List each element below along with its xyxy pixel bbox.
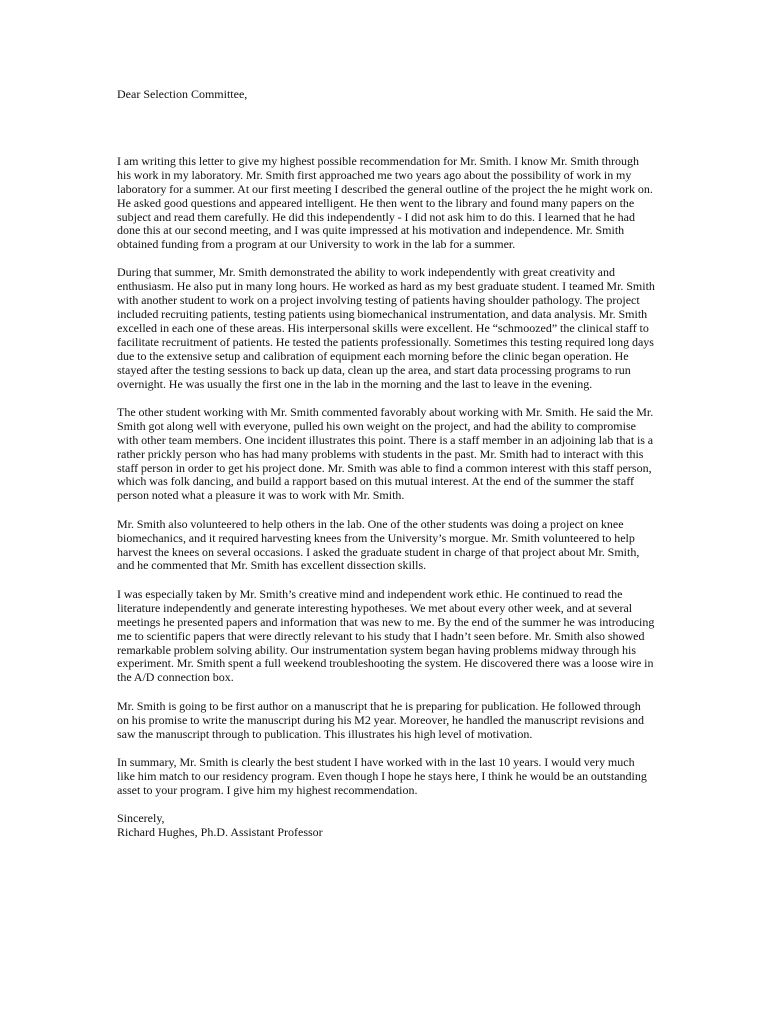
body-paragraph-3: The other student working with Mr. Smith commented favorably about working with Mr. Smith. He said the Mr. Smith got along well with everyone, pulled his own weight on the project, and had the ability to compromise with other team members. One incident illustrates this point. There is a staff member in an adjoining lab that is a rather prickly person who has had many problems with students in the past. Mr. Smith had to interact with this staff person in order to get his project done. Mr. Smith was able to find a common interest with this staff person, which was folk dancing, and build a rapport based on this mutual interest. At the end of the summer the staff person noted what a pleasure it was to work with Mr. Smith. bbox=[117, 404, 654, 503]
body-paragraph-2: During that summer, Mr. Smith demonstrated the ability to work independently with great creativity and enthusiasm. He also put in many long hours. He worked as hard as my best graduate student. I teamed Mr. Smith with another student to work on a project involving testing of patients having shoulder pathology. The project included recruiting patients, testing patients using biomechanical instrumentation, and data analysis. Mr. Smith excelled in each one of these areas. His interpersonal skills were excellent. He “schmoozed” the clinical staff to facilitate recruitment of patients. He tested the patients professionally. Sometimes this testing required long days due to the extensive setup and calibration of equipment each morning before the clinic began operation. He stayed after the testing sessions to back up data, clean up the area, and start data processing programs to run overnight. He was usually the first one in the lab in the morning and the last to leave in the evening. bbox=[117, 265, 655, 391]
body-paragraph-6: Mr. Smith is going to be first author on a manuscript that he is preparing for publication. He followed through on his promise to write the manuscript during his M2 year. Moreover, he handled the manuscript revisions and saw the manuscript through to publication. This illustrates his high level of motivation. bbox=[117, 698, 645, 741]
salutation: Dear Selection Committee, bbox=[117, 87, 248, 101]
body-paragraph-1: I am writing this letter to give my highest possible recommendation for Mr. Smith. I know Mr. Smith through his work in my laboratory. Mr. Smith first approached me two years ago about the possibility of work in my laboratory for a summer. At our first meeting I described the general outline of the project the he might work on. He asked good questions and appeared intelligent. He then went to the library and found many papers on the subject and read them carefully. He did this independently - I did not ask him to do this. I learned that he had done this at our second meeting, and I was quite impressed at his motivation and independence. Mr. Smith obtained funding from a program at our University to work in the lab for a summer. bbox=[117, 153, 653, 252]
signature-line: Richard Hughes, Ph.D. Assistant Professor bbox=[117, 825, 323, 840]
closing: Sincerely, bbox=[117, 811, 165, 826]
body-paragraph-4: Mr. Smith also volunteered to help others in the lab. One of the other students was doing a project on knee biomechanics, and it required harvesting knees from the University’s morgue. Mr. Smith volunteered to help harvest the knees on several occasions. I asked the graduate student in charge of that project about Mr. Smith, and he commented that Mr. Smith has excellent dissection skills. bbox=[117, 516, 640, 573]
body-paragraph-7: In summary, Mr. Smith is clearly the best student I have worked with in the last 10 years. I would very much like him match to our residency program. Even though I hope he stays here, I think he would be an outstanding asset to your program. I give him my highest recommendation. bbox=[117, 754, 647, 797]
letter-page bbox=[117, 88, 655, 840]
body-paragraph-5: I was especially taken by Mr. Smith’s creative mind and independent work ethic. He continued to read the literature independently and generate interesting hypotheses. We met about every other week, and at several meetings he presented papers and information that was new to me. By the end of the summer he was introducing me to scientific papers that were directly relevant to his study that I hadn’t seen before. Mr. Smith also showed remarkable problem solving ability. Our instrumentation system began having problems midway through his experiment. Mr. Smith spent a full weekend troubleshooting the system. He discovered there was a loose wire in the A/D connection box. bbox=[117, 586, 655, 685]
